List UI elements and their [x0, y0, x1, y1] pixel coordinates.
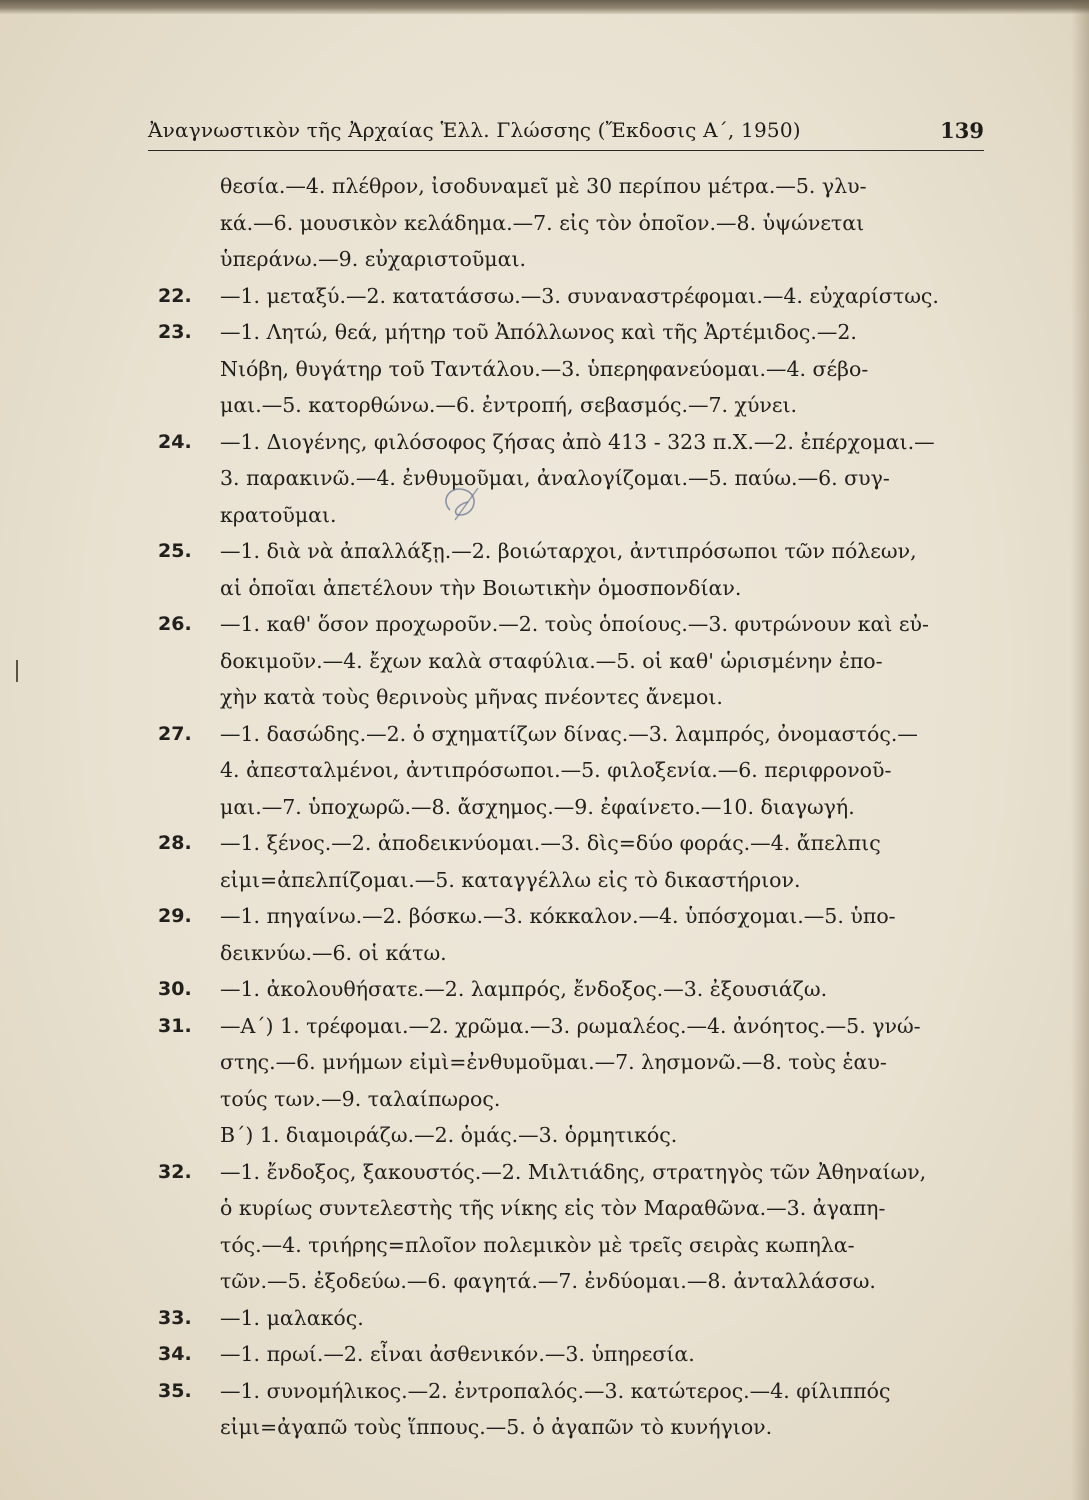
glossary-entry: [158, 278, 988, 315]
entry-line: δοκιμοῦν.—4. ἔχων καλὰ σταφύλια.—5. οἱ καθ' ὡρισμένην ἐπο-: [220, 648, 883, 673]
entry-line: κρατοῦμαι.: [220, 502, 337, 527]
glossary-entry: [158, 314, 988, 424]
page-right-shadow: [1071, 0, 1089, 1500]
entry-line: —1. ξένος.—2. ἀποδεικνύομαι.—3. δὶς=δύο φοράς.—4. ἄπελπις: [220, 831, 881, 855]
glossary-entry: [158, 606, 988, 716]
margin-mark: [16, 660, 18, 682]
entry-line: ὑπεράνω.—9. εὐχαριστοῦμαι.: [220, 247, 527, 271]
entry-line: —1. πρωί.—2. εἶναι ἀσθενικόν.—3. ὑπηρεσία.: [220, 1342, 695, 1366]
entry-line: εἰμι=ἀγαπῶ τοὺς ἵππους.—5. ὁ ἀγαπῶν τὸ κυνήγιον.: [220, 1415, 773, 1439]
entry-number: 25.: [158, 540, 192, 562]
entry-number: 35.: [158, 1379, 192, 1402]
entry-number: 24.: [158, 430, 192, 453]
entry-number: 33.: [158, 1306, 192, 1329]
entry-line: —1. μεταξύ.—2. κατατάσσω.—3. συναναστρέφομαι.—4. εὐχαρίστως.: [220, 283, 939, 308]
entry-number: 29.: [158, 905, 192, 927]
entry-line: τῶν.—5. ἐξοδεύω.—6. φαγητά.—7. ἐνδύομαι.—8. ἀνταλλάσσω.: [220, 1269, 876, 1293]
entry-number: 22.: [158, 284, 192, 307]
entry-number: 30.: [158, 978, 192, 1000]
glossary-entry: [158, 533, 988, 606]
glossary-entry: [158, 825, 988, 898]
entry-line: —1. συνομήλικος.—2. ἐντροπαλός.—3. κατώτερος.—4. φίλιππός: [220, 1378, 891, 1403]
continuation-entry: [158, 168, 988, 278]
entry-line: δεικνύω.—6. οἱ κάτω.: [220, 940, 447, 965]
header-rule: [148, 150, 984, 151]
entry-line: κά.—6. μουσικὸν κελάδημα.—7. εἰς τὸν ὁποῖον.—8. ὑψώνεται: [220, 210, 865, 235]
running-header: [148, 112, 984, 152]
glossary-entries: [158, 168, 988, 1446]
page-number: 139: [940, 118, 984, 143]
glossary-entry: [158, 1300, 988, 1337]
entry-line: —1. καθ' ὅσον προχωροῦν.—2. τοὺς ὁποίους.—3. φυτρώνουν καὶ εὐ-: [220, 612, 929, 636]
entry-line: —1. δασώδης.—2. ὁ σχηματίζων δίνας.—3. λαμπρός, ὀνομαστός.—: [220, 721, 918, 746]
entry-line: μαι.—5. κατορθώνω.—6. ἐντροπή, σεβασμός.—7. χύνει.: [220, 393, 798, 417]
glossary-entry: [158, 1373, 988, 1446]
entry-line: —1. ἀκολουθήσατε.—2. λαμπρός, ἔνδοξος.—3. ἐξουσιάζω.: [220, 977, 828, 1001]
glossary-entry: [158, 898, 988, 971]
entry-line: —1. μαλακός.: [220, 1305, 364, 1330]
entry-number: 34.: [158, 1343, 192, 1365]
entry-number: 23.: [158, 321, 192, 343]
entry-line: —Α΄) 1. τρέφομαι.—2. χρῶμα.—3. ρωμαλέος.—4. ἀνόητος.—5. γνώ-: [220, 1013, 921, 1038]
entry-line: —1. διὰ νὰ ἀπαλλάξῃ.—2. βοιώταρχοι, ἀντιπρόσωποι τῶν πόλεων,: [220, 539, 917, 563]
glossary-entry: [158, 716, 988, 826]
header-title: Ἀναγνωστικὸν τῆς Ἀρχαίας Ἑλλ. Γλώσσης (Ἔκδοσις Α΄, 1950): [148, 118, 801, 142]
glossary-entry: [158, 1154, 988, 1300]
entry-number: 27.: [158, 722, 192, 745]
entry-line: αἱ ὁποῖαι ἀπετέλουν τὴν Βοιωτικὴν ὁμοσπονδίαν.: [220, 575, 742, 600]
entry-line: —1. πηγαίνω.—2. βόσκω.—3. κόκκαλον.—4. ὑπόσχομαι.—5. ὑπο-: [220, 904, 896, 928]
entry-line: χὴν κατὰ τοὺς θερινοὺς μῆνας πνέοντες ἄνεμοι.: [220, 685, 723, 709]
entry-line: —1. ἔνδοξος, ξακουστός.—2. Μιλτιάδης, στρατηγὸς τῶν Ἀθηναίων,: [220, 1159, 927, 1184]
entry-number: 26.: [158, 613, 192, 635]
entry-number: 32.: [158, 1160, 192, 1183]
entry-line: 4. ἀπεσταλμένοι, ἀντιπρόσωποι.—5. φιλοξενία.—6. περιφρονοῦ-: [220, 758, 892, 782]
glossary-entry: [158, 1336, 988, 1373]
glossary-entry: [158, 971, 988, 1008]
entry-line: Νιόβη, θυγάτηρ τοῦ Ταντάλου.—3. ὑπερηφανεύομαι.—4. σέβο-: [220, 356, 869, 381]
page-top-edge: [0, 0, 1089, 14]
entry-line: τούς των.—9. ταλαίπωρος.: [220, 1086, 501, 1111]
entry-line: —1. Διογένης, φιλόσοφος ζήσας ἀπὸ 413 - 323 π.Χ.—2. ἐπέρχομαι.—: [220, 429, 935, 454]
entry-line: εἰμι=ἀπελπίζομαι.—5. καταγγέλλω εἰς τὸ δικαστήριον.: [220, 867, 801, 892]
entry-line: μαι.—7. ὑποχωρῶ.—8. ἄσχημος.—9. ἐφαίνετο.—10. διαγωγή.: [220, 794, 855, 819]
entry-number: 31.: [158, 1014, 192, 1037]
entry-line: θεσία.—4. πλέθρον, ἰσοδυναμεῖ μὲ 30 περίπου μέτρα.—5. γλυ-: [220, 174, 867, 198]
entry-line: στης.—6. μνήμων εἰμὶ=ἐνθυμοῦμαι.—7. λησμονῶ.—8. τοὺς ἑαυ-: [220, 1050, 887, 1074]
entry-line: ὁ κυρίως συντελεστὴς τῆς νίκης εἰς τὸν Μαραθῶνα.—3. ἀγαπη-: [220, 1196, 886, 1220]
glossary-entry: [158, 424, 988, 534]
entry-line: Β΄) 1. διαμοιράζω.—2. ὁμάς.—3. ὁρμητικός.: [220, 1123, 678, 1147]
glossary-entry: [158, 1008, 988, 1154]
entry-line: τός.—4. τριήρης=πλοῖον πολεμικὸν μὲ τρεῖς σειρὰς κωπηλα-: [220, 1232, 855, 1257]
entry-line: 3. παρακινῶ.—4. ἐνθυμοῦμαι, ἀναλογίζομαι.—5. παύω.—6. συγ-: [220, 466, 890, 490]
entry-number: 28.: [158, 832, 192, 854]
entry-line: —1. Λητώ, θεά, μήτηρ τοῦ Ἀπόλλωνος καὶ τῆς Ἀρτέμιδος.—2.: [220, 320, 857, 344]
